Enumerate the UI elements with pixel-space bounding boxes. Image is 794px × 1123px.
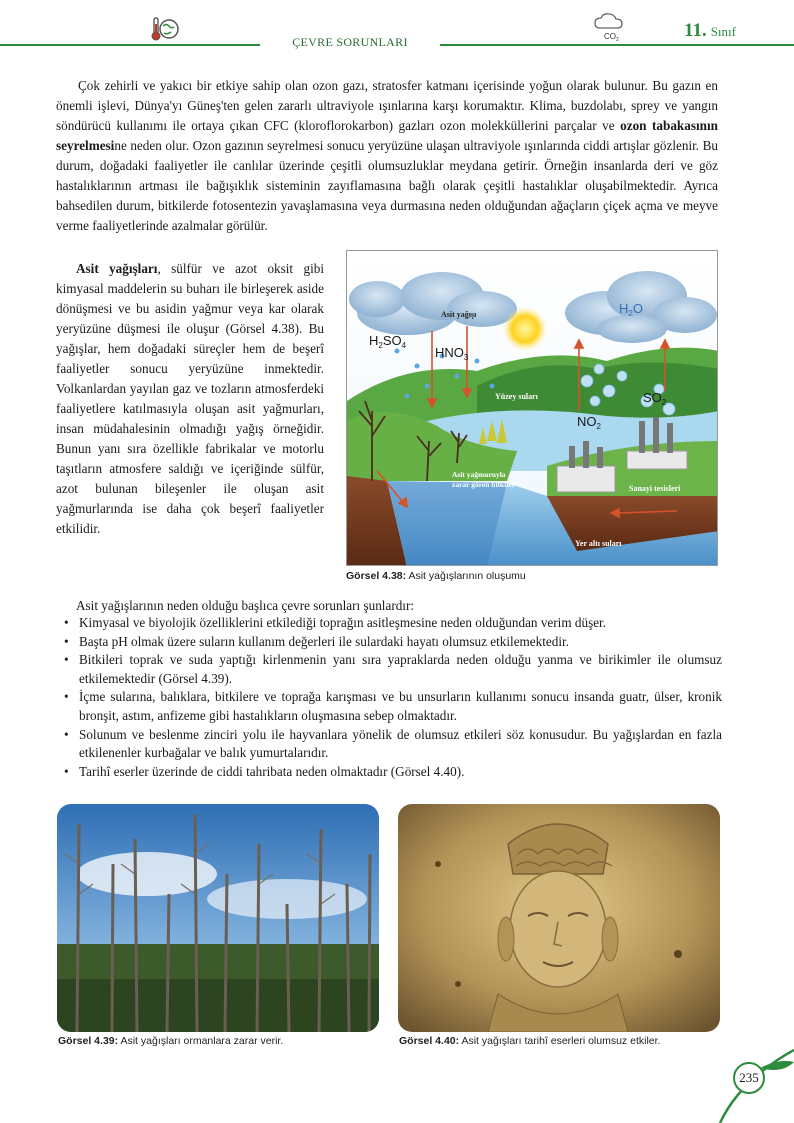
stone-statue-photo — [398, 804, 720, 1032]
figure-caption-438: Görsel 4.38: Asit yağışlarının oluşumu — [346, 570, 526, 582]
acid-rain-paragraph — [56, 259, 324, 539]
label-so2: $SO_2$ — [643, 390, 667, 407]
list-intro: Asit yağışlarının neden olduğu başlıca çevre sorunları şunlardır: — [76, 598, 415, 613]
list-item: • Solunum ve beslenme zinciri yolu ile hayvanlara yönelik de olumsuz etkileri söz konusudur. Bu yağışlardan en fazla etkilenenler kurbağalar ve balık yumurtalarıdır. — [64, 726, 722, 761]
page-header — [0, 0, 794, 60]
acid-rain-illustration — [347, 251, 718, 566]
figure-caption-439: Görsel 4.39: Asit yağışları ormanlara zarar verir. — [58, 1035, 284, 1047]
grade-text: Sınıf — [710, 24, 736, 39]
effects-list — [62, 614, 722, 781]
page-number: 235 — [733, 1062, 765, 1094]
label-no2: $NO_2$ — [577, 414, 601, 431]
label-bitkiler-2: zarar gören bitkiler — [452, 480, 516, 489]
label-h2o: $H_2O$ — [619, 301, 643, 318]
grade-label — [684, 20, 736, 42]
acid-rain-term: Asit yağışları — [76, 261, 158, 276]
acid-rain-paragraph-text: , sülfür ve azot oksit gibi kimyasal maddelerin su buharı ile birleşerek aside dönüşmesi ve bu asidin yağmur veya kar olarak yeryüzüne düşmesi ile oluşur (Görsel 4.38). Bu yağışlar, hem doğadaki süreçler hem de beşerî faaliyetler sonucu yeryüzüne inmektedir. Volkanlardan yayılan gaz ve tozların atmosferdeki faaliyetlere katılmasıyla oluşan asit yağmurları, insan müdahalesinin olmadığı yağış örneğidir. Bunun yanı sıra özellikle fabrikalar ve motorlu taşıtların atmosfere saldığı ve içeriğinde sülfür, azot bulunan bileşenler ile oluşan asit yağmurlarında ise daha çok beşerî faaliyetler etkilidir. — [56, 261, 324, 536]
list-item: • Başta pH olmak üzere suların kullanım değerleri ile sulardaki hayatı olumsuz etkilemektedir. — [64, 633, 569, 649]
list-item: • İçme sularına, balıklara, bitkilere ve toprağa karışması ve bu unsurların kullanımı sonucu insanda guatr, ülser, kronik bronşit, astım, anfizeme gibi hastalıkların oluşmasına sebep olmaktadır. — [64, 689, 722, 723]
label-asit-yagisi: Asit yağışı — [441, 310, 477, 319]
label-yuzey-sulari: Yüzey suları — [495, 392, 538, 401]
figure-caption-440: Görsel 4.40: Asit yağışları tarihî eserleri olumsuz etkiler. — [399, 1035, 661, 1047]
ozone-paragraph-end: ne neden olur. Ozon gazının seyrelmesi sonucu yeryüzüne ulaşan ultraviyole ışınlarında ciddi artışlar gözlenir. Bu durum, doğadaki faaliyetler ile canlılar üzerinde çeşitli olumsuzluklar meydana getirir. Örneğin insanlarda deri ve göz hastalıklarının artması ile bağışıklık sisteminin zayıflamasına bağlı olarak çeşitli hastalıklar oluşabilmektedir. Ayrıca bahsedilen durum, bitkilerde fotosentezin yavaşlamasına veya durmasına neden olduğundan ağaçların çiçek açma ve meyve verme faaliyetlerinde azalmalar görülür. — [56, 138, 718, 233]
grade-number: 11. — [684, 20, 707, 41]
dead-forest-photo — [57, 804, 379, 1032]
page-number-area — [700, 1040, 794, 1123]
sun-icon — [503, 307, 547, 351]
cloud-co2-icon — [592, 12, 628, 42]
ozone-paragraph-bold: ozon tabakasının seyrelmesi — [56, 118, 718, 153]
label-h2so4: $H_2SO_4$ — [369, 333, 407, 350]
chapter-title: ÇEVRE SORUNLARI — [260, 33, 440, 52]
label-bitkiler-1: Asit yağmuruyla — [452, 470, 506, 479]
label-hno3: $HNO_3$ — [435, 345, 469, 362]
co2-label: $CO_2$ — [604, 32, 619, 42]
list-item: • Kimyasal ve biyolojik özelliklerini etkilediği toprağın asitleşmesine neden olduğundan verim düşer. — [64, 615, 607, 630]
ozone-paragraph — [56, 76, 718, 236]
list-item: • Tarihî eserler üzerinde de ciddi tahribata neden olmaktadır (Görsel 4.40). — [64, 763, 465, 779]
label-sanayi: Sanayi tesisleri — [629, 484, 681, 493]
ozone-paragraph-start: Çok zehirli ve yakıcı bir etkiye sahip olan ozon gazı, stratosfer katmanı içerisinde yoğun olarak bulunur. Bu gazın en önemli işlevi, Dünya'yı Güneş'ten gelen zararlı ultraviyole ışınlarına karşı korumaktır. Klima, buzdolabı, sprey ve yangın söndürücü kullanımı ile ortaya çıkan CFC (kloroflorokarbon) gazları ozon molekküllerini parçalar ve — [56, 78, 718, 133]
acid-rain-diagram — [346, 250, 718, 566]
list-item: • Bitkileri toprak ve suda yaptığı kirlenmenin yanı sıra yapraklarda neden olduğu yanma ve birikimler ile olumsuz etkilemektedir (Görsel 4.39). — [64, 652, 722, 686]
thermometer-globe-icon — [148, 14, 180, 44]
label-yer-alti: Yer altı suları — [575, 539, 622, 548]
